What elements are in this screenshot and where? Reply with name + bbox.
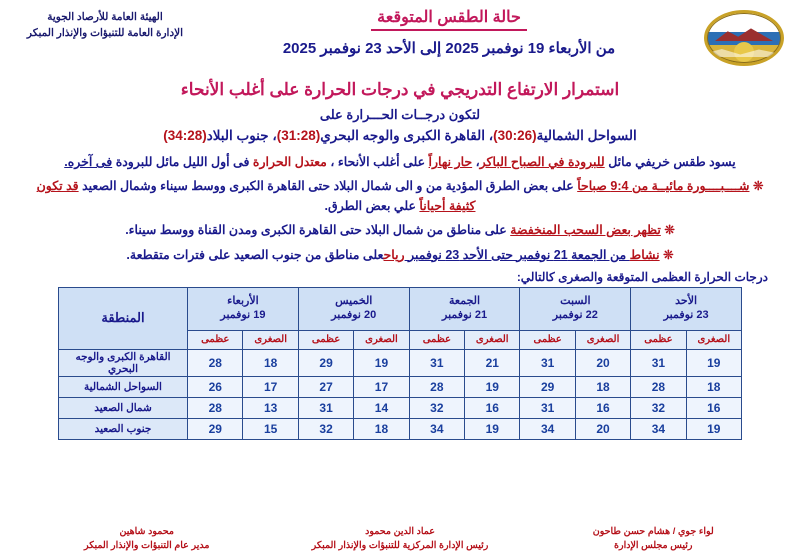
cell-r2-c2: 16 <box>575 397 630 418</box>
cell-r3-c4: 19 <box>465 418 520 439</box>
day-name: الجمعة <box>449 295 481 308</box>
subheader-min-3: الصغرى <box>354 330 409 349</box>
table-region-header: المنطقة <box>59 287 188 349</box>
cell-r2-c9: 28 <box>188 397 243 418</box>
text-run: فى أول الليل مائل للبرودة <box>112 155 253 169</box>
table-header-row <box>59 287 742 330</box>
cell-r2-c1: 32 <box>631 397 686 418</box>
day-name: الأحد <box>675 295 698 308</box>
cell-r2-c7: 31 <box>298 397 353 418</box>
region-cell-1: السواحل الشمالية <box>59 376 188 397</box>
cell-r2-c3: 31 <box>520 397 575 418</box>
text-run: للبرودة في الصباح الباكر <box>479 155 605 169</box>
signature-right <box>22 525 271 554</box>
cairo-value: (31:28) <box>276 128 321 143</box>
text-run: ❊ <box>659 247 674 262</box>
cell-r3-c9: 29 <box>188 418 243 439</box>
subheader-min-4: الصغرى <box>243 330 298 349</box>
cell-r0-c7: 29 <box>298 349 353 376</box>
signature-left <box>529 525 778 554</box>
document-footer <box>0 525 800 554</box>
text-run: قد تكون كثيفة أحياناً <box>36 179 476 213</box>
table-body <box>59 349 742 439</box>
region-cell-0: القاهرة الكبرى والوجه البحري <box>59 349 188 376</box>
text-run: يسود طقس خريفي مائل <box>604 155 736 169</box>
table-row <box>59 349 742 376</box>
cell-r1-c6: 17 <box>354 376 409 397</box>
cell-r3-c5: 34 <box>409 418 464 439</box>
cell-r3-c3: 34 <box>520 418 575 439</box>
cell-r1-c4: 19 <box>465 376 520 397</box>
day-date: 22 نوفمبر <box>552 308 598 321</box>
cell-r2-c4: 16 <box>465 397 520 418</box>
cell-r3-c0: 19 <box>686 418 741 439</box>
signature-left-role: رئيس مجلس الإدارة <box>614 539 693 551</box>
logo-container <box>698 6 790 66</box>
text-run: علي بعض الطرق. <box>324 198 420 213</box>
weather-authority-logo-icon <box>704 10 784 66</box>
cell-r0-c9: 28 <box>188 349 243 376</box>
subheader-max-0: عظمى <box>631 330 686 349</box>
text-run: حار نهاراً <box>428 155 473 169</box>
table-row <box>59 397 742 418</box>
text-run: ، <box>472 155 480 169</box>
table-caption: درجات الحرارة العظمى المتوقعة والصغرى كالتالي: <box>516 269 768 284</box>
signature-center-name: عماد الدين محمود <box>365 525 435 537</box>
signature-left-name: لواء جوي / هشام حسن طاحون <box>592 525 714 537</box>
text-run: على مناطق من شمال البلاد حتى القاهرة الكبرى ومدن القناة ووسط سيناء. <box>125 223 511 238</box>
south-value: (34:28) <box>163 128 207 143</box>
temperature-ranges <box>10 128 790 144</box>
document-header <box>10 6 790 76</box>
cell-r1-c8: 17 <box>243 376 298 397</box>
subheader-max-4: عظمى <box>188 330 243 349</box>
subheader-min-1: الصغرى <box>575 330 630 349</box>
paragraph-p2 <box>24 177 776 216</box>
subheader-max-1: عظمى <box>520 330 575 349</box>
cell-r2-c5: 32 <box>409 397 464 418</box>
cell-r1-c3: 29 <box>520 376 575 397</box>
region-cell-3: جنوب الصعيد <box>59 418 188 439</box>
text-run: معتدل الحرارة <box>252 155 327 169</box>
signature-center-role: رئيس الإدارة المركزية للتنبؤات والإنذار المبكر <box>311 539 489 551</box>
table-day-header-2 <box>409 287 520 330</box>
table-day-header-1 <box>520 287 631 330</box>
cell-r3-c6: 18 <box>354 418 409 439</box>
text-run: ❊ <box>749 179 764 194</box>
region-cell-2: شمال الصعيد <box>59 397 188 418</box>
cell-r0-c1: 31 <box>631 349 686 376</box>
day-date: 23 نوفمبر <box>663 308 709 321</box>
text-run: تظهر بعض السحب المنخفضة <box>510 223 661 238</box>
day-date: 20 نوفمبر <box>331 308 377 321</box>
date-range-subtitle: من الأربعاء 19 نوفمبر 2025 إلى الأحد 23 نوفمبر 2025 <box>282 40 616 58</box>
day-name: الأربعاء <box>227 295 259 308</box>
coasts-value: (30:26) <box>493 128 537 143</box>
cell-r1-c9: 26 <box>188 376 243 397</box>
table-day-header-0 <box>631 287 742 330</box>
cell-r3-c8: 15 <box>243 418 298 439</box>
cell-r0-c4: 21 <box>465 349 520 376</box>
text-run: على بعض الطرق المؤدية من و الى شمال البلاد حتى القاهرة الكبرى ووسط سيناء وشمال الصعيد <box>78 179 578 194</box>
org-line-1: الهيئة العامة للأرصاد الجوية <box>47 11 163 23</box>
table-row <box>59 418 742 439</box>
cairo-label: ، القاهرة الكبرى والوجه البحري <box>320 128 494 143</box>
table-day-header-4 <box>188 287 299 330</box>
text-run: ❊ <box>660 223 675 238</box>
cell-r2-c8: 13 <box>243 397 298 418</box>
subheader-max-3: عظمى <box>298 330 353 349</box>
cell-r3-c2: 20 <box>575 418 630 439</box>
cell-r0-c0: 19 <box>686 349 741 376</box>
subheader-min-2: الصغرى <box>465 330 520 349</box>
cell-r0-c3: 31 <box>520 349 575 376</box>
paragraph-p1 <box>24 153 776 172</box>
text-run: فى آخره. <box>64 155 113 169</box>
subheader-min-0: الصغرى <box>686 330 741 349</box>
cell-r3-c7: 32 <box>298 418 353 439</box>
cell-r1-c1: 28 <box>631 376 686 397</box>
cell-r1-c5: 28 <box>409 376 464 397</box>
cell-r1-c0: 18 <box>686 376 741 397</box>
cell-r2-c0: 16 <box>686 397 741 418</box>
text-run: على مناطق من جنوب الصعيد على فترات متقطعة. <box>126 247 384 262</box>
text-run: نشاط <box>629 247 660 262</box>
subline: لتكون درجــات الحـــرارة على <box>319 107 481 122</box>
signature-center <box>275 525 524 554</box>
coasts-label: السواحل الشمالية <box>536 128 637 143</box>
page-title: حالة الطقس المتوقعة <box>371 8 527 31</box>
organization-block <box>10 6 200 42</box>
signature-right-role: مدير عام التنبؤات والإنذار المبكر <box>83 539 210 551</box>
cell-r0-c2: 20 <box>575 349 630 376</box>
forecast-body <box>10 153 790 265</box>
title-block <box>200 6 698 57</box>
signature-right-name: محمود شاهين <box>119 525 174 537</box>
text-run: على أغلب الأنحاء ، <box>326 155 429 169</box>
south-label: ، جنوب البلاد <box>206 128 277 143</box>
cell-r2-c6: 14 <box>354 397 409 418</box>
cell-r3-c1: 34 <box>631 418 686 439</box>
day-date: 21 نوفمبر <box>442 308 488 321</box>
cell-r1-c2: 18 <box>575 376 630 397</box>
text-run: رياح <box>383 247 405 262</box>
subheader-max-2: عظمى <box>409 330 464 349</box>
cell-r0-c8: 18 <box>243 349 298 376</box>
cell-r1-c7: 27 <box>298 376 353 397</box>
day-name: السبت <box>560 295 591 308</box>
headline: استمرار الارتفاع التدريجي في درجات الحرارة على أغلب الأنحاء <box>180 80 620 99</box>
forecast-table-container <box>10 287 790 440</box>
text-run: من الجمعة 21 نوفمبر حتى الأحد 23 نوفمبر <box>404 247 630 262</box>
forecast-table <box>58 287 742 440</box>
text-run: شــــبــــورة مائيــة من 9:4 صباحاً <box>577 179 750 194</box>
cell-r0-c5: 31 <box>409 349 464 376</box>
table-day-header-3 <box>298 287 409 330</box>
day-date: 19 نوفمبر <box>220 308 266 321</box>
day-name: الخميس <box>335 295 373 308</box>
paragraph-p3 <box>24 221 776 240</box>
paragraph-p4 <box>24 246 776 265</box>
table-head <box>59 287 742 349</box>
table-row <box>59 376 742 397</box>
org-line-2: الإدارة العامة للتنبؤات والإنذار المبكر <box>26 26 184 39</box>
cell-r0-c6: 19 <box>354 349 409 376</box>
